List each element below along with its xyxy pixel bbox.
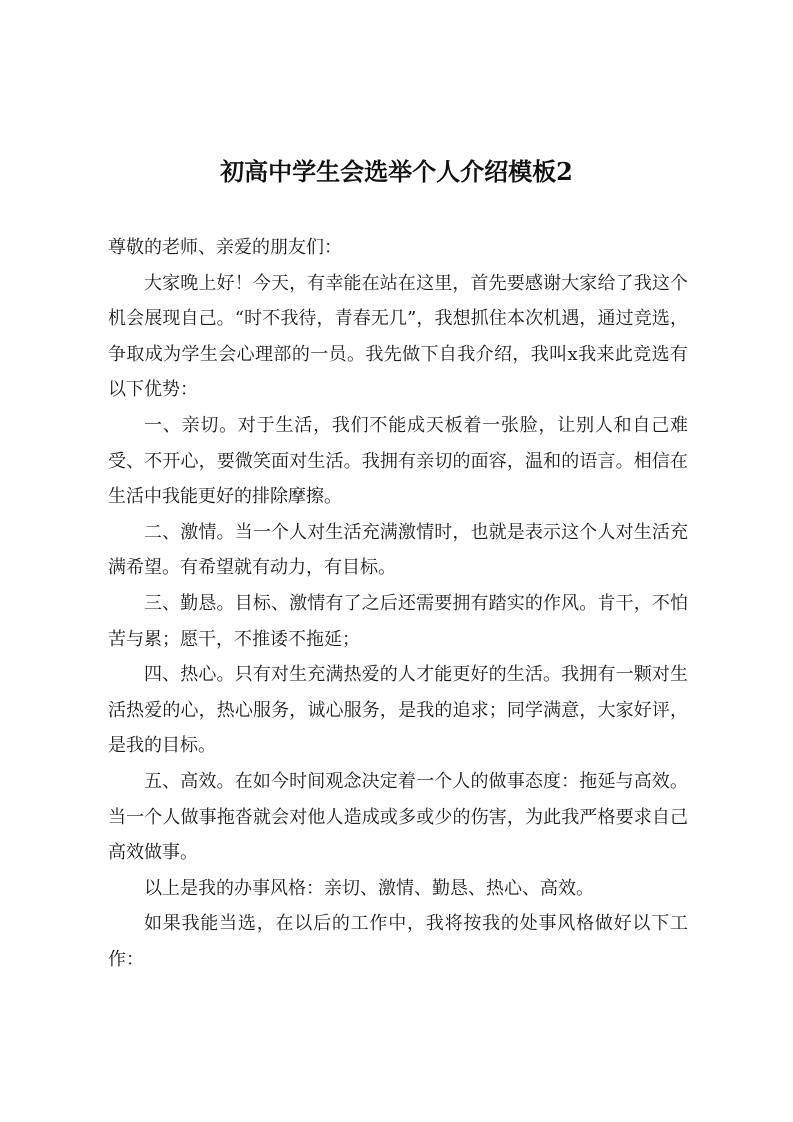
intro-paragraph: 大家晚上好！今天，有幸能在站在这里，首先要感谢大家给了我这个机会展现自己。“时不我待，青春无几”，我想抓住本次机遇，通过竞选，争取成为学生会心理部的一员。我先做下自我介绍，我叫x我来此竞选有以下优势： <box>108 272 688 401</box>
greeting-paragraph: 尊敬的老师、亲爱的朋友们： <box>108 237 342 258</box>
strength-paragraph-efficiency: 五、高效。在如今时间观念决定着一个人的做事态度：拖延与高效。当一个人做事拖沓就会对他人造成或多或少的伤害，为此我严格要求自己高效做事。 <box>108 770 688 864</box>
strength-paragraph-passion: 二、激情。当一个人对生活充满激情时，也就是表示这个人对生活充满希望。有希望就有动力，有目标。 <box>108 521 688 579</box>
strength-paragraph-diligence: 三、勤恳。目标、激情有了之后还需要拥有踏实的作风。肯干，不怕苦与累；愿干，不推诿不拖延； <box>108 592 688 650</box>
closing-paragraph: 如果我能当选，在以后的工作中，我将按我的处事风格做好以下工作： <box>108 913 688 970</box>
document-body <box>108 230 688 977</box>
strength-paragraph-warmhearted: 四、热心。只有对生充满热爱的人才能更好的生活。我拥有一颗对生活热爱的心，热心服务，诚心服务，是我的追求；同学满意，大家好评，是我的目标。 <box>108 664 688 757</box>
summary-paragraph: 以上是我的办事风格：亲切、激情、勤恳、热心、高效。 <box>144 877 594 899</box>
page-title: 初高中学生会选举个人介绍模板2 <box>220 157 573 186</box>
strength-paragraph-friendly: 一、亲切。对于生活，我们不能成天板着一张脸，让别人和自己难受、不开心，要微笑面对生活。我拥有亲切的面容，温和的语言。相信在生活中我能更好的排除摩擦。 <box>108 414 688 508</box>
